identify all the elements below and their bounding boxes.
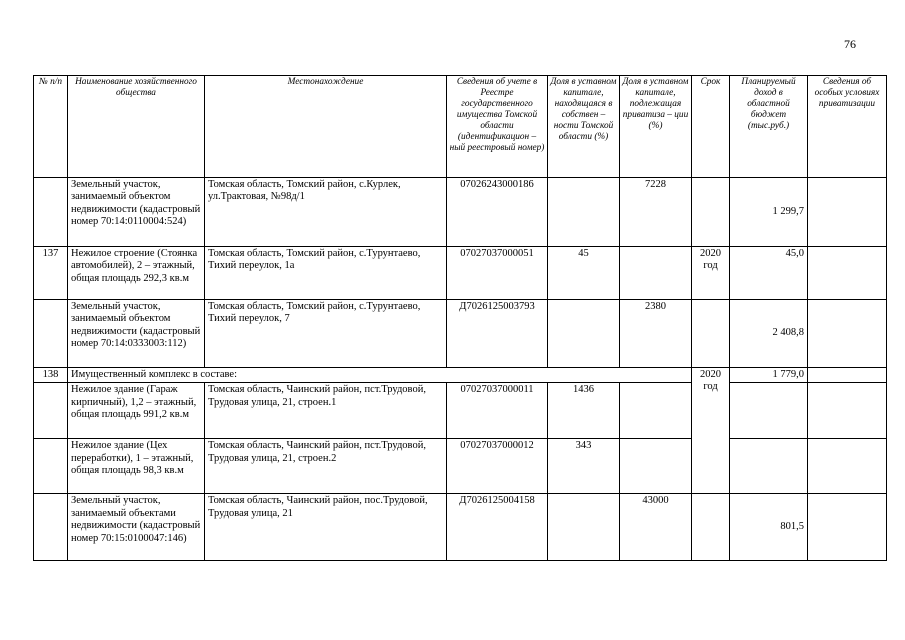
table-row	[34, 368, 887, 383]
header-registry: Сведения об учете в Реестре государственного имущества Томской области (идентификацион – ный реестровый номер)	[447, 76, 548, 178]
cell-num: 137	[34, 247, 68, 300]
cell-income	[730, 383, 808, 439]
cell-conditions	[808, 368, 887, 383]
cell-registry: 07027037000051	[447, 247, 548, 300]
cell-share-privatize: 2380	[620, 300, 692, 368]
cell-complex-title: Имущественный комплекс в составе:	[68, 368, 692, 383]
privatization-table	[33, 75, 887, 561]
cell-conditions	[808, 383, 887, 439]
table-row	[34, 178, 887, 247]
header-location: Местонахождение	[205, 76, 447, 178]
cell-conditions	[808, 178, 887, 247]
cell-num	[34, 178, 68, 247]
cell-income: 1 779,0	[730, 368, 808, 383]
cell-name: Земельный участок, занимаемый объектом недвижимости (кадастровый номер 70:14:0110004:524)	[68, 178, 205, 247]
cell-num	[34, 383, 68, 439]
cell-num: 138	[34, 368, 68, 383]
header-share-privatize: Доля в уставном капитале, подлежащая приватиза – ции (%)	[620, 76, 692, 178]
cell-term: 2020 год	[692, 247, 730, 300]
cell-conditions	[808, 439, 887, 494]
cell-location: Томская область, Томский район, с.Турунтаево, Тихий переулок, 7	[205, 300, 447, 368]
header-name: Наименование хозяйственного общества	[68, 76, 205, 178]
header-income: Планируемый доход в областной бюджет (тыс.руб.)	[730, 76, 808, 178]
cell-location: Томская область, Чаинский район, пос.Трудовой, Трудовая улица, 21	[205, 494, 447, 561]
cell-registry: 07027037000011	[447, 383, 548, 439]
table-header-row	[34, 76, 887, 178]
cell-share-privatize	[620, 247, 692, 300]
cell-term	[692, 300, 730, 368]
cell-share-privatize: 43000	[620, 494, 692, 561]
header-share-capital: Доля в уставном капитале, находящаяся в собствен – ности Томской области (%)	[548, 76, 620, 178]
cell-share-capital	[548, 300, 620, 368]
table-row	[34, 300, 887, 368]
cell-share-privatize	[620, 439, 692, 494]
table-row	[34, 439, 887, 494]
cell-registry: 07027037000012	[447, 439, 548, 494]
cell-term	[692, 178, 730, 247]
cell-num	[34, 494, 68, 561]
header-num: № п/п	[34, 76, 68, 178]
cell-share-capital: 1436	[548, 383, 620, 439]
header-term: Срок	[692, 76, 730, 178]
table-row	[34, 247, 887, 300]
cell-share-capital: 343	[548, 439, 620, 494]
cell-share-capital	[548, 178, 620, 247]
page-number: 76	[844, 37, 856, 51]
cell-name: Нежилое здание (Гараж кирпичный), 1,2 – этажный, общая площадь 991,2 кв.м	[68, 383, 205, 439]
cell-share-privatize	[620, 383, 692, 439]
table-row	[34, 383, 887, 439]
cell-conditions	[808, 494, 887, 561]
cell-income: 45,0	[730, 247, 808, 300]
cell-income: 1 299,7	[730, 178, 808, 247]
cell-name: Нежилое здание (Цех переработки), 1 – этажный, общая площадь 98,3 кв.м	[68, 439, 205, 494]
cell-conditions	[808, 247, 887, 300]
cell-location: Томская область, Томский район, с.Курлек, ул.Трактовая, №98д/1	[205, 178, 447, 247]
cell-registry: Д7026125003793	[447, 300, 548, 368]
cell-name: Земельный участок, занимаемый объектами недвижимости (кадастровый номер 70:15:0100047:146)	[68, 494, 205, 561]
cell-num	[34, 300, 68, 368]
cell-share-capital	[548, 494, 620, 561]
cell-share-privatize: 7228	[620, 178, 692, 247]
cell-income: 801,5	[730, 494, 808, 561]
cell-registry: 07026243000186	[447, 178, 548, 247]
cell-income	[730, 439, 808, 494]
cell-location: Томская область, Чаинский район, пст.Трудовой, Трудовая улица, 21, строен.1	[205, 383, 447, 439]
cell-income: 2 408,8	[730, 300, 808, 368]
cell-name: Нежилое строение (Стоянка автомобилей), 2 – этажный, общая площадь 292,3 кв.м	[68, 247, 205, 300]
cell-term	[692, 494, 730, 561]
cell-term: 2020 год	[692, 368, 730, 494]
cell-share-capital: 45	[548, 247, 620, 300]
table-row	[34, 494, 887, 561]
cell-location: Томская область, Томский район, с.Турунтаево, Тихий переулок, 1а	[205, 247, 447, 300]
header-conditions: Сведения об особых условиях приватизации	[808, 76, 887, 178]
cell-name: Земельный участок, занимаемый объектом недвижимости (кадастровый номер 70:14:0333003:112)	[68, 300, 205, 368]
cell-location: Томская область, Чаинский район, пст.Трудовой, Трудовая улица, 21, строен.2	[205, 439, 447, 494]
cell-num	[34, 439, 68, 494]
cell-registry: Д7026125004158	[447, 494, 548, 561]
cell-conditions	[808, 300, 887, 368]
